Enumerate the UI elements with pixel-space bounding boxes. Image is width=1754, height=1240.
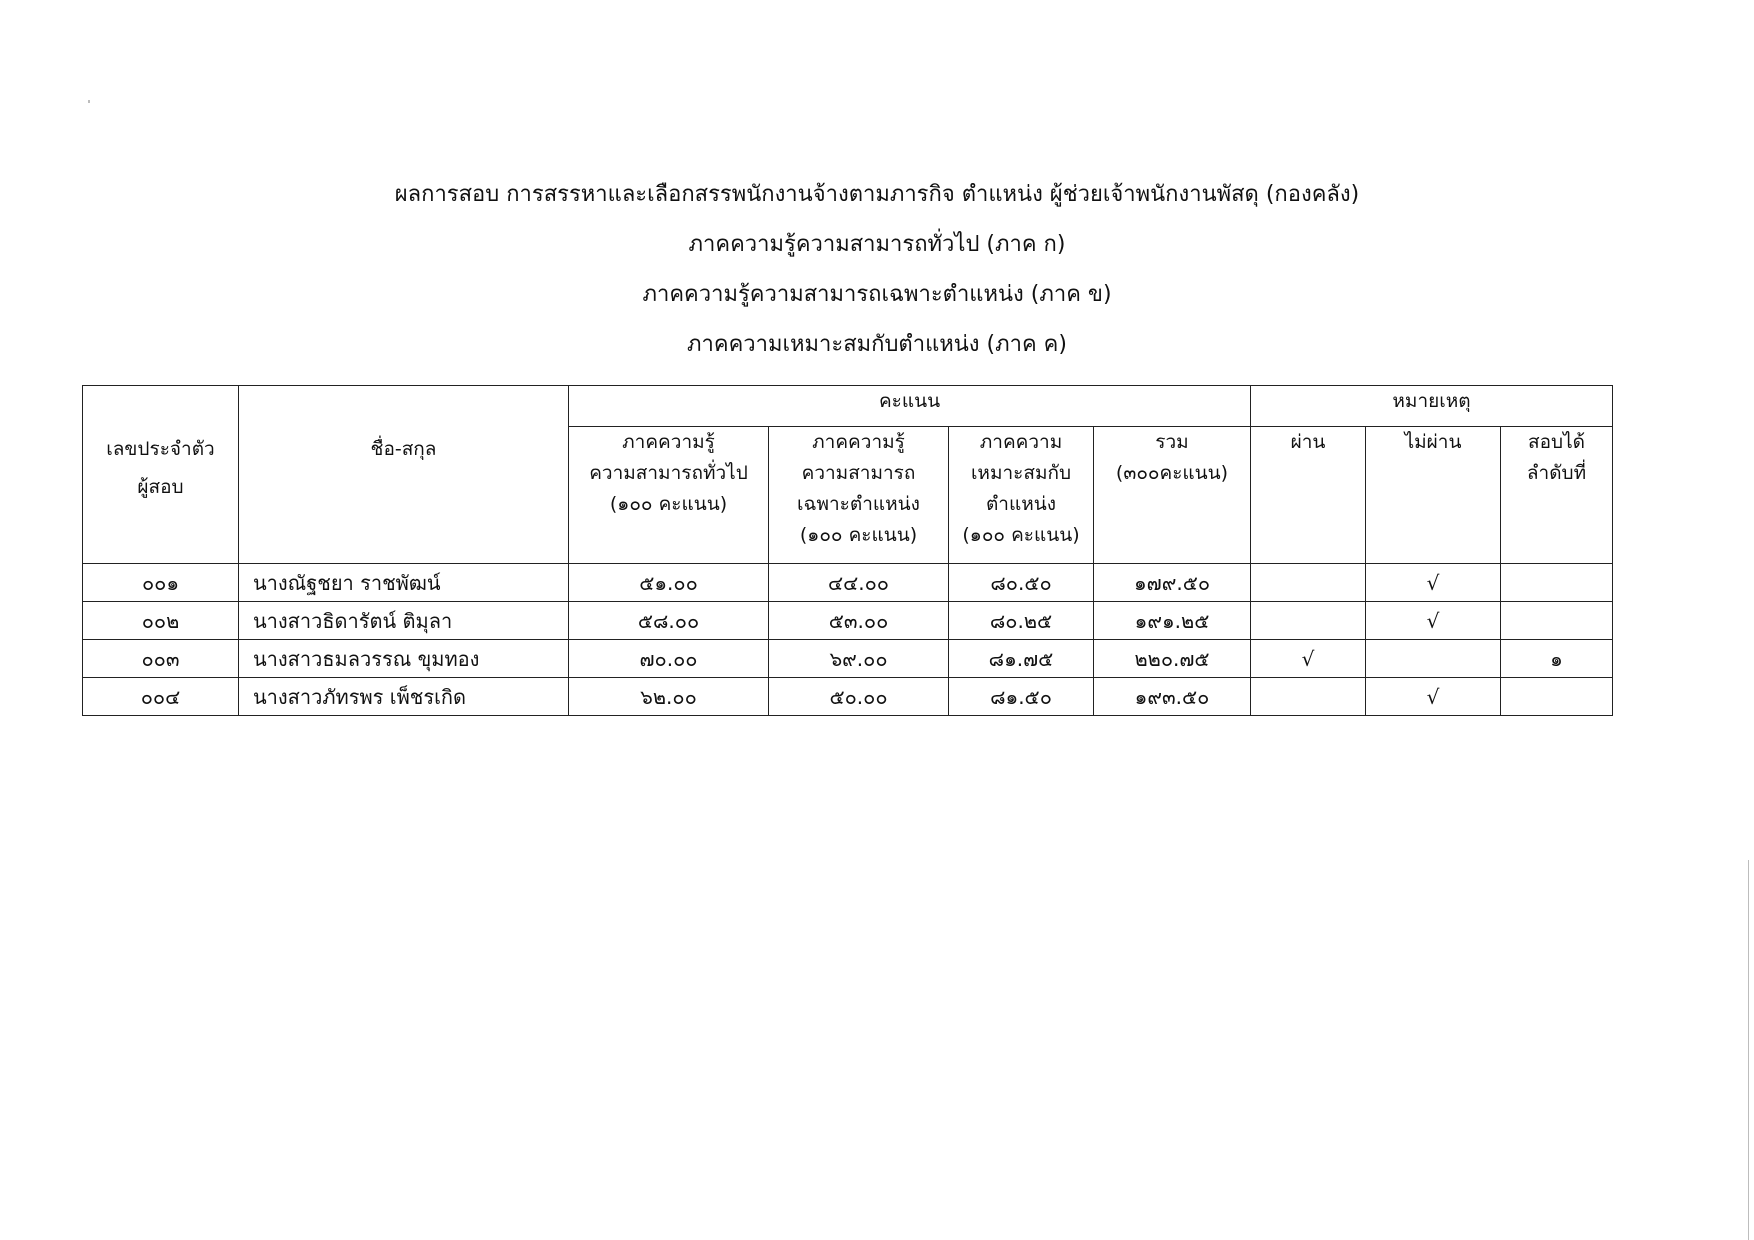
cell-total: ๒๒๐.๗๕ (1094, 640, 1251, 678)
header-part-c: ภาคความ เหมาะสมกับ ตำแหน่ง (๑๐๐ คะแนน) (949, 427, 1094, 564)
cell-candidate-id: ๐๐๔ (83, 678, 239, 716)
cell-part-c: ๘๑.๗๕ (949, 640, 1094, 678)
cell-candidate-id: ๐๐๑ (83, 564, 239, 602)
cell-total: ๑๗๙.๕๐ (1094, 564, 1251, 602)
cell-part-b: ๕๐.๐๐ (769, 678, 949, 716)
document-headings (0, 170, 1754, 370)
cell-part-a: ๗๐.๐๐ (569, 640, 769, 678)
cell-part-c: ๘๑.๕๐ (949, 678, 1094, 716)
cell-name: นางสาวธมลวรรณ ขุมทอง (239, 640, 569, 678)
table-row (83, 678, 1613, 716)
cell-total: ๑๙๑.๒๕ (1094, 602, 1251, 640)
cell-fail: √ (1366, 678, 1501, 716)
heading-part-a: ภาคความรู้ความสามารถทั่วไป (ภาค ก) (688, 232, 1066, 257)
cell-candidate-id: ๐๐๓ (83, 640, 239, 678)
table-row (83, 564, 1613, 602)
cell-part-a: ๕๑.๐๐ (569, 564, 769, 602)
cell-part-c: ๘๐.๕๐ (949, 564, 1094, 602)
scan-edge-line (1748, 860, 1749, 1240)
header-rank: สอบได้ ลำดับที่ (1501, 427, 1613, 564)
cell-part-a: ๖๒.๐๐ (569, 678, 769, 716)
header-name: ชื่อ-สกุล (239, 386, 569, 564)
header-pass: ผ่าน (1251, 427, 1366, 564)
cell-rank (1501, 678, 1613, 716)
cell-rank (1501, 602, 1613, 640)
header-candidate-id: เลขประจำตัว ผู้สอบ (83, 386, 239, 564)
cell-pass (1251, 602, 1366, 640)
cell-name: นางณัฐชยา ราชพัฒน์ (239, 564, 569, 602)
header-part-b: ภาคความรู้ ความสามารถ เฉพาะตำแหน่ง (๑๐๐ คะแนน) (769, 427, 949, 564)
results-table (82, 385, 1613, 716)
cell-name: นางสาวภัทรพร เพ็ชรเกิด (239, 678, 569, 716)
header-part-a: ภาคความรู้ ความสามารถทั่วไป (๑๐๐ คะแนน) (569, 427, 769, 564)
cell-fail (1366, 640, 1501, 678)
cell-rank: ๑ (1501, 640, 1613, 678)
cell-total: ๑๙๓.๕๐ (1094, 678, 1251, 716)
heading-part-b: ภาคความรู้ความสามารถเฉพาะตำแหน่ง (ภาค ข) (642, 282, 1112, 307)
scan-speck (88, 100, 90, 103)
header-group-remarks: หมายเหตุ (1251, 386, 1613, 427)
header-total: รวม (๓๐๐คะแนน) (1094, 427, 1251, 564)
table-row (83, 640, 1613, 678)
cell-part-c: ๘๐.๒๕ (949, 602, 1094, 640)
cell-fail: √ (1366, 602, 1501, 640)
cell-rank (1501, 564, 1613, 602)
cell-part-a: ๕๘.๐๐ (569, 602, 769, 640)
header-fail: ไม่ผ่าน (1366, 427, 1501, 564)
cell-pass (1251, 564, 1366, 602)
cell-candidate-id: ๐๐๒ (83, 602, 239, 640)
cell-fail: √ (1366, 564, 1501, 602)
document-title: ผลการสอบ การสรรหาและเลือกสรรพนักงานจ้างตามภารกิจ ตำแหน่ง ผู้ช่วยเจ้าพนักงานพัสดุ (กองคลัง) (394, 182, 1360, 207)
cell-name: นางสาวธิดารัตน์ ติมุลา (239, 602, 569, 640)
cell-part-b: ๔๔.๐๐ (769, 564, 949, 602)
cell-pass: √ (1251, 640, 1366, 678)
cell-pass (1251, 678, 1366, 716)
header-group-scores: คะแนน (569, 386, 1251, 427)
cell-part-b: ๕๓.๐๐ (769, 602, 949, 640)
cell-part-b: ๖๙.๐๐ (769, 640, 949, 678)
table-row (83, 602, 1613, 640)
heading-part-c: ภาคความเหมาะสมกับตำแหน่ง (ภาค ค) (687, 332, 1067, 357)
